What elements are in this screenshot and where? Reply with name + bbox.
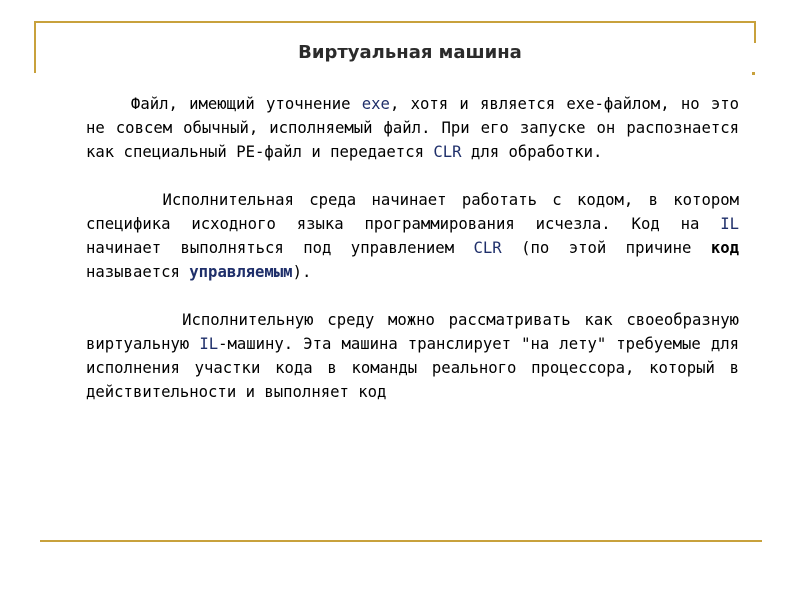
text-segment: Исполнительная среда начинает работать с кодом, в котором специфика исходного языка программирования исчезла. Код на [86, 191, 739, 233]
frame-top-border [34, 21, 756, 23]
frame-right-border [754, 21, 756, 43]
slide-title: Виртуальная машина [298, 42, 522, 63]
highlight-exe: exe [361, 95, 390, 113]
text-segment: , хотя и является exe-файлом, но это не совсем обычный, исполняемый файл. При его запуске он распознается как специальный PE-файл и передается [86, 95, 739, 161]
text-segment: (по этой причине [501, 239, 711, 257]
frame-corner-dot [752, 72, 755, 75]
text-segment: Исполнительную среду можно рассматривать как своеобразную виртуальную [86, 311, 739, 353]
bold-code: код [710, 239, 739, 257]
text-segment: начинает выполняться под управлением [86, 239, 474, 257]
text-segment: называется [86, 263, 190, 281]
paragraph-virtual-machine [86, 308, 739, 404]
text-segment: Файл, имеющий уточнение [86, 95, 362, 113]
highlight-clr: CLR [433, 143, 462, 161]
highlight-il: IL [720, 215, 739, 233]
slide-body [86, 92, 739, 428]
text-segment: ). [292, 263, 312, 281]
highlight-il: IL [199, 335, 219, 353]
text-segment: для обработки. [461, 143, 603, 161]
paragraph-exe-file [86, 92, 739, 164]
highlight-clr: CLR [473, 239, 502, 257]
text-segment: -машину. Эта машина транслирует "на лету" требуемые для исполнения участки кода в команды реального процессора, который в действительности и выполняет код [86, 335, 739, 401]
highlight-managed: управляемым [189, 263, 293, 281]
paragraph-execution-environment [86, 188, 739, 284]
frame-bottom-border [40, 540, 762, 542]
